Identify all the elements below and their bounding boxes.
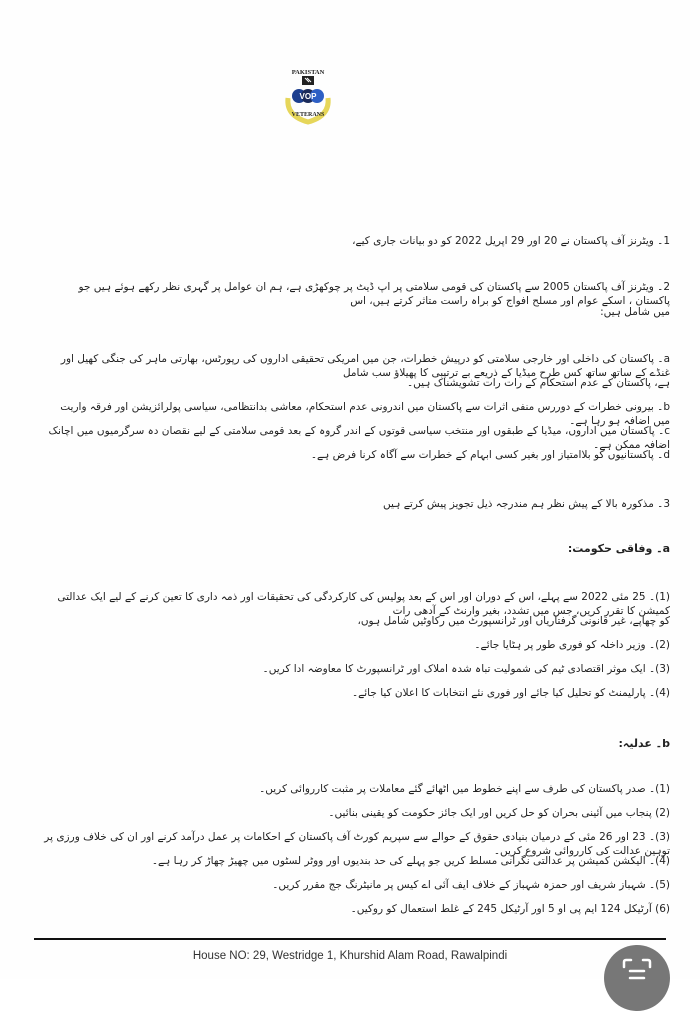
section-b-heading: b۔ عدلیہ: bbox=[618, 737, 670, 750]
section-a-heading: a۔ وفاقی حکومت: bbox=[567, 542, 670, 555]
point-d: d۔ پاکستانیوں کو بلاامتیاز اور بغیر کسی ابہام کے خطرات سے آگاہ کرنا فرض ہے۔ bbox=[310, 449, 670, 461]
section-b-item-4: (4)۔ الیکشن کمیشن پر عدالتی نگرانی مسلط کریں جو پہلے کی حد بندیوں اور ووٹر لسٹوں میں چھیڑ چھاڑ کر رہا ہے۔ bbox=[151, 855, 670, 867]
logo-top-text: PAKISTAN bbox=[291, 69, 325, 76]
section-a-item-2: (2)۔ وزیر داخلہ کو فوری طور پر ہٹایا جائے۔ bbox=[474, 639, 670, 651]
logo-bottom-text: VETERANS bbox=[291, 112, 325, 118]
logo-center-text: VOP bbox=[299, 92, 317, 101]
section-b-item-3: (3)۔ 23 اور 26 مئی کے درمیان بنیادی حقوق کے حوالے سے سپریم کورٹ آف پاکستان کے احکامات پر عمل درآمد کرنے اور ان کی خلاف ورزی پر توہین عدالت کی کارروائی شروع کریں۔ bbox=[44, 831, 670, 857]
paragraph-1: 1۔ ویٹرنز آف پاکستان نے 20 اور 29 اپریل 2022 کو دو بیانات جاری کیے، bbox=[352, 235, 670, 247]
point-a-line-2: ہے، پاکستان کے عدم استحکام کے رات رات تشویشناک ہیں۔ bbox=[406, 377, 670, 389]
section-b-item-5: (5)۔ شہباز شریف اور حمزہ شہباز کے خلاف ایف آئی اے کیس پر مانیٹرنگ جج مقرر کریں۔ bbox=[272, 879, 670, 891]
point-a-line-1: a۔ پاکستان کی داخلی اور خارجی سلامتی کو درپیش خطرات، جن میں امریکی تحقیقی اداروں کی رپورٹس، بھارتی ماہر کی جنگی کھیل اور غنڈے کے ساتھ ساتھ کس طرح میڈیا کے ذریعے بے ترتیبی کا پھیلاؤ سب شامل bbox=[60, 353, 670, 379]
footer-divider bbox=[34, 938, 666, 940]
section-a-item-4: (4)۔ پارلیمنٹ کو تحلیل کیا جائے اور فوری نئے انتخابات کا اعلان کیا جائے۔ bbox=[351, 687, 670, 699]
section-a-item-1-continued: کو چھاپے، غیر قانونی گرفتاریاں اور ٹرانسپورٹ میں رکاوٹیں شامل ہوں، bbox=[357, 615, 670, 627]
section-b-item-6: (6) آرٹیکل 124 ایم پی او 5 اور آرٹیکل 245 کے غلط استعمال کو روکیں۔ bbox=[350, 903, 670, 915]
section-b-item-2: (2) پنجاب میں آئینی بحران کو حل کریں اور ایک جائز حکومت کو یقینی بنائیں۔ bbox=[328, 807, 670, 819]
paragraph-2-line-2: میں شامل ہیں: bbox=[600, 306, 670, 318]
text-scan-button[interactable] bbox=[604, 945, 670, 1011]
logo-emblem-icon bbox=[278, 58, 338, 128]
text-scan-icon bbox=[621, 957, 653, 985]
paragraph-3: 3۔ مذکورہ بالا کے پیش نظر ہم مندرجہ ذیل تجویز پیش کرتے ہیں bbox=[383, 498, 670, 510]
section-a-item-3: (3)۔ ایک موثر اقتصادی ٹیم کی شمولیت تباہ شدہ املاک اور ٹرانسپورٹ کا معاوضہ ادا کریں۔ bbox=[262, 663, 670, 675]
section-b-item-1: (1)۔ صدر پاکستان کی طرف سے اپنے خطوط میں اٹھائے گئے معاملات پر مثبت کارروائی کریں۔ bbox=[259, 783, 670, 795]
paragraph-2-line-1: 2۔ ویٹرنز آف پاکستان 2005 سے پاکستان کی قومی سلامتی پر اپ ڈیٹ پر چوکھڑی ہے، ہم ان عوامل پر گہری نظر رکھے ہوئے ہیں جو پاکستان ، اسکے عوام اور مسلح افواج کو براہ راست متاثر کرتے ہیں، اس bbox=[78, 281, 670, 307]
pakistan-veterans-logo bbox=[278, 58, 338, 128]
point-b: b۔ بیرونی خطرات کے دوررس منفی اثرات سے پاکستان میں اندرونی عدم استحکام، معاشی بدانتظامی، سیاسی پولرائزیشن اور فرقہ واریت میں اضافہ ہو رہا ہے۔ bbox=[60, 401, 670, 427]
footer-address: House NO: 29, Westridge 1, Khurshid Alam Road, Rawalpindi bbox=[192, 950, 508, 962]
point-c: c۔ پاکستان میں اداروں، میڈیا کے طبقوں اور منتخب سیاسی قوتوں کے اندر گروہ کے بعد قومی سلامتی کے لیے نقصان دہ سرگرمیوں میں اچانک اضافہ ممکن ہے۔ bbox=[48, 425, 670, 451]
section-a-item-1: (1)۔ 25 مئی 2022 سے پہلے، اس کے دوران اور اس کے بعد پولیس کی کارکردگی کی تحقیقات اور ذمہ داری کا تعین کرنے کے لیے ایک عدالتی کمیشن کا تقرر کریں، جس میں تشدد، بغیر وارنٹ کے آدھی رات bbox=[57, 591, 670, 617]
